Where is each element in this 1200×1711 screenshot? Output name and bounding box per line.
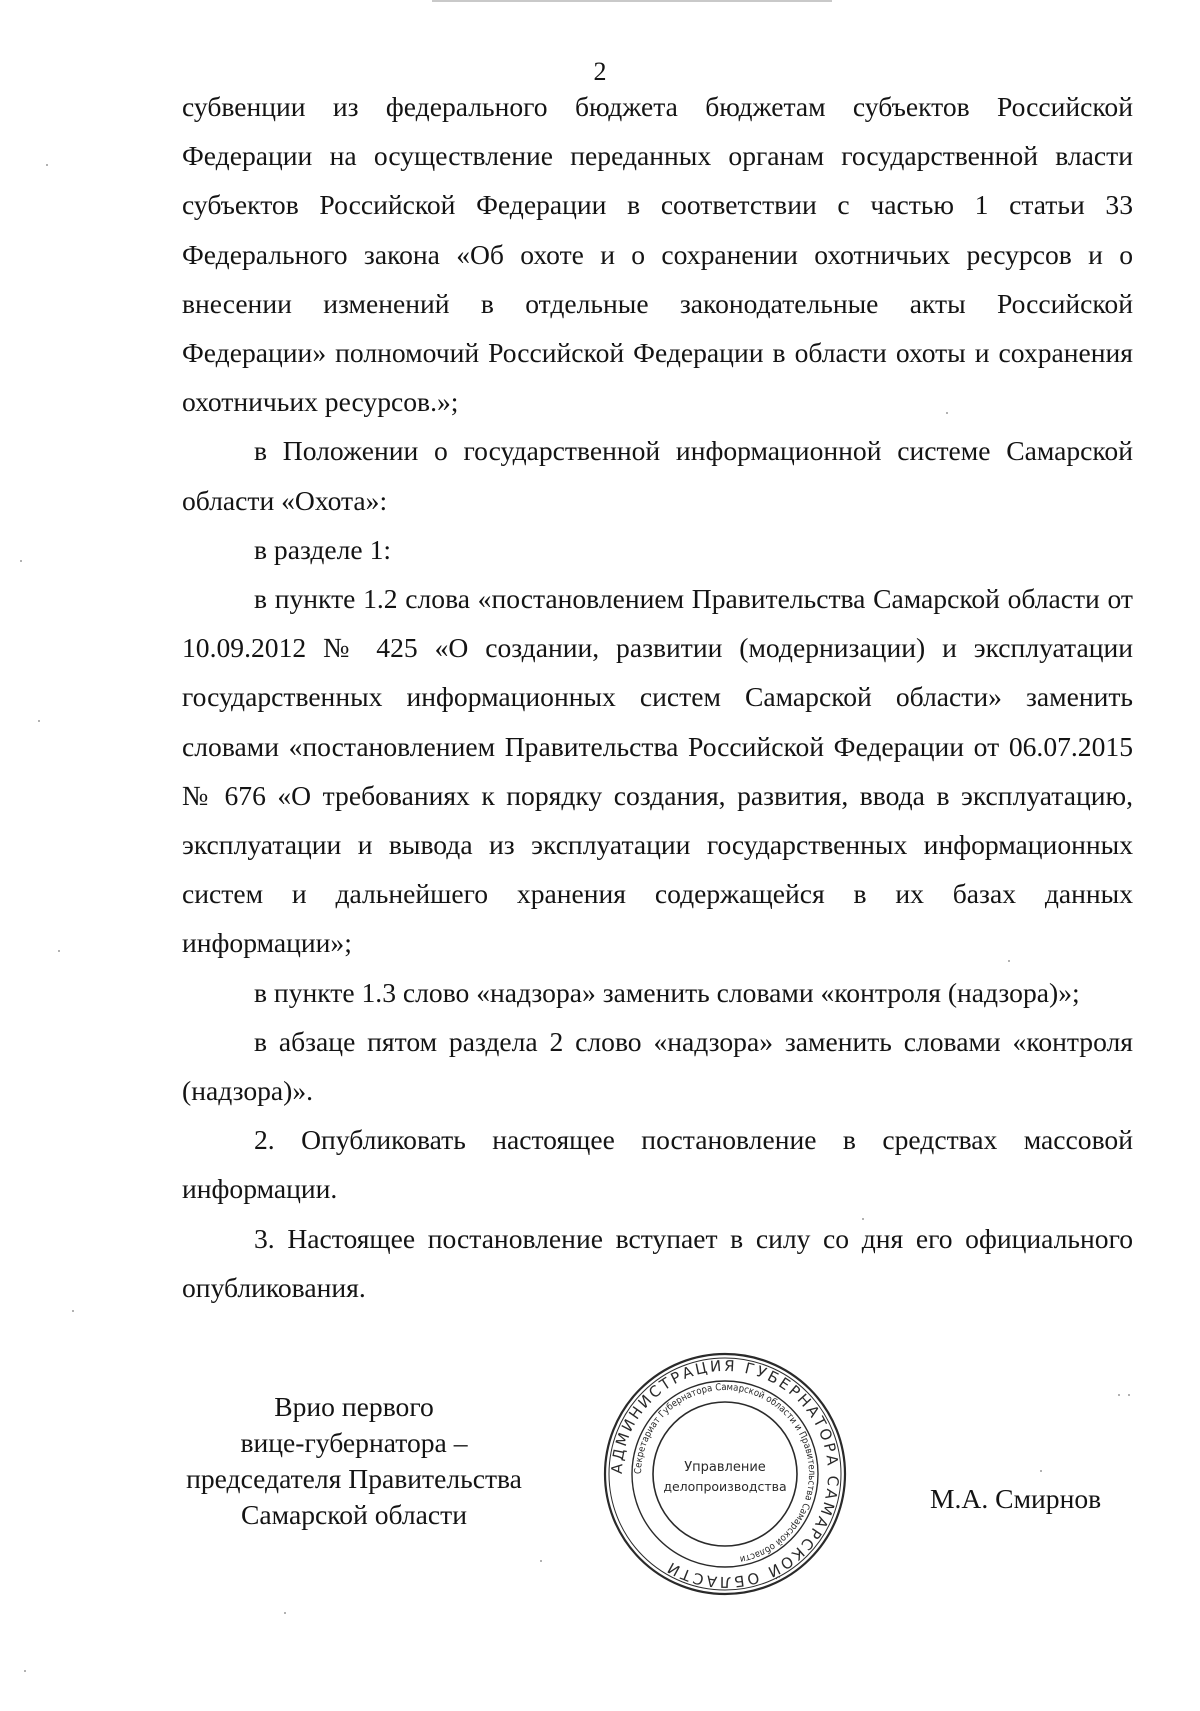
signatory-name: М.А. Смирнов: [930, 1483, 1102, 1514]
signatory-position-line: Самарской области: [241, 1499, 467, 1530]
body-paragraph: в Положении о государственной информационной системе Самарской области «Охота»:: [182, 435, 1133, 516]
scan-speck: [38, 720, 40, 722]
body-paragraph: в разделе 1:: [254, 533, 392, 565]
document-body: [182, 82, 1133, 1312]
page-top-edge-line: [432, 0, 832, 2]
scan-speck: [46, 164, 48, 166]
signatory-position-line: вице-губернатора –: [240, 1427, 468, 1458]
scan-speck: [284, 1612, 286, 1614]
body-paragraph: в пункте 1.3 слово «надзора» заменить словами «контроля (надзора)»;: [254, 976, 1080, 1008]
scan-speck: [946, 412, 948, 414]
scan-speck: [72, 1310, 74, 1312]
stamp-outer-ring-text: АДМИНИСТРАЦИЯ ГУБЕРНАТОРА САМАРСКОЙ ОБЛАСТИ: [607, 1356, 843, 1592]
body-paragraph: субвенции из федерального бюджета бюджетам субъектов Российской Федерации на осуществление переданных органам государственной власти субъектов Российской Федерации в соответствии с частью 1 статьи 33 Федерального закона «Об охоте и о сохранении охотничьих ресурсов и о внесении изменений в отдельные законодательные акты Российской Федерации» полномочий Российской Федерации в области охоты и сохранения охотничьих ресурсов.»;: [182, 91, 1133, 418]
scan-speck: [862, 1218, 864, 1220]
scan-speck: [540, 1560, 542, 1562]
body-paragraph: 3. Настоящее постановление вступает в силу со дня его официального опубликования.: [182, 1222, 1133, 1303]
signatory-position-line: Врио первого: [274, 1391, 434, 1422]
scan-speck: [58, 950, 60, 952]
scan-speck: [1040, 1470, 1042, 1472]
stamp-inner-ring-text: Секретариат Губернатора Самарской области и Правительства Самарской области: [632, 1381, 818, 1565]
page-number: 2: [593, 57, 607, 86]
body-paragraph: 2. Опубликовать настоящее постановление в средствах массовой информации.: [182, 1124, 1133, 1205]
scan-speck: [1118, 1394, 1120, 1396]
scan-speck: [20, 560, 22, 562]
scan-speck: [24, 1670, 26, 1672]
signatory-position: [174, 1389, 534, 1533]
body-paragraph: в пункте 1.2 слова «постановлением Правительства Самарской области от 10.09.2012 № 425 «О создании, развитии (модернизации) и эксплуатации государственных информационных систем Самарской области» заменить словами «постановлением Правительства Российской Федерации от 06.07.2015 № 676 «О требованиях к порядку создания, развития, ввода в эксплуатацию, эксплуатации и вывода из эксплуатации государственных информационных систем и дальнейшего хранения содержащейся в их базах данных информации»;: [182, 583, 1133, 959]
scan-speck: [1008, 960, 1010, 962]
scan-speck: [1128, 1394, 1130, 1396]
body-paragraph: в абзаце пятом раздела 2 слово «надзора» заменить словами «контроля (надзора)».: [182, 1025, 1133, 1107]
stamp-center-line-1: Управление: [684, 1460, 766, 1475]
signatory-position-line: председателя Правительства: [186, 1463, 522, 1494]
stamp-center-line-2: делопроизводства: [663, 1479, 787, 1494]
official-stamp-seal: [602, 1351, 848, 1597]
